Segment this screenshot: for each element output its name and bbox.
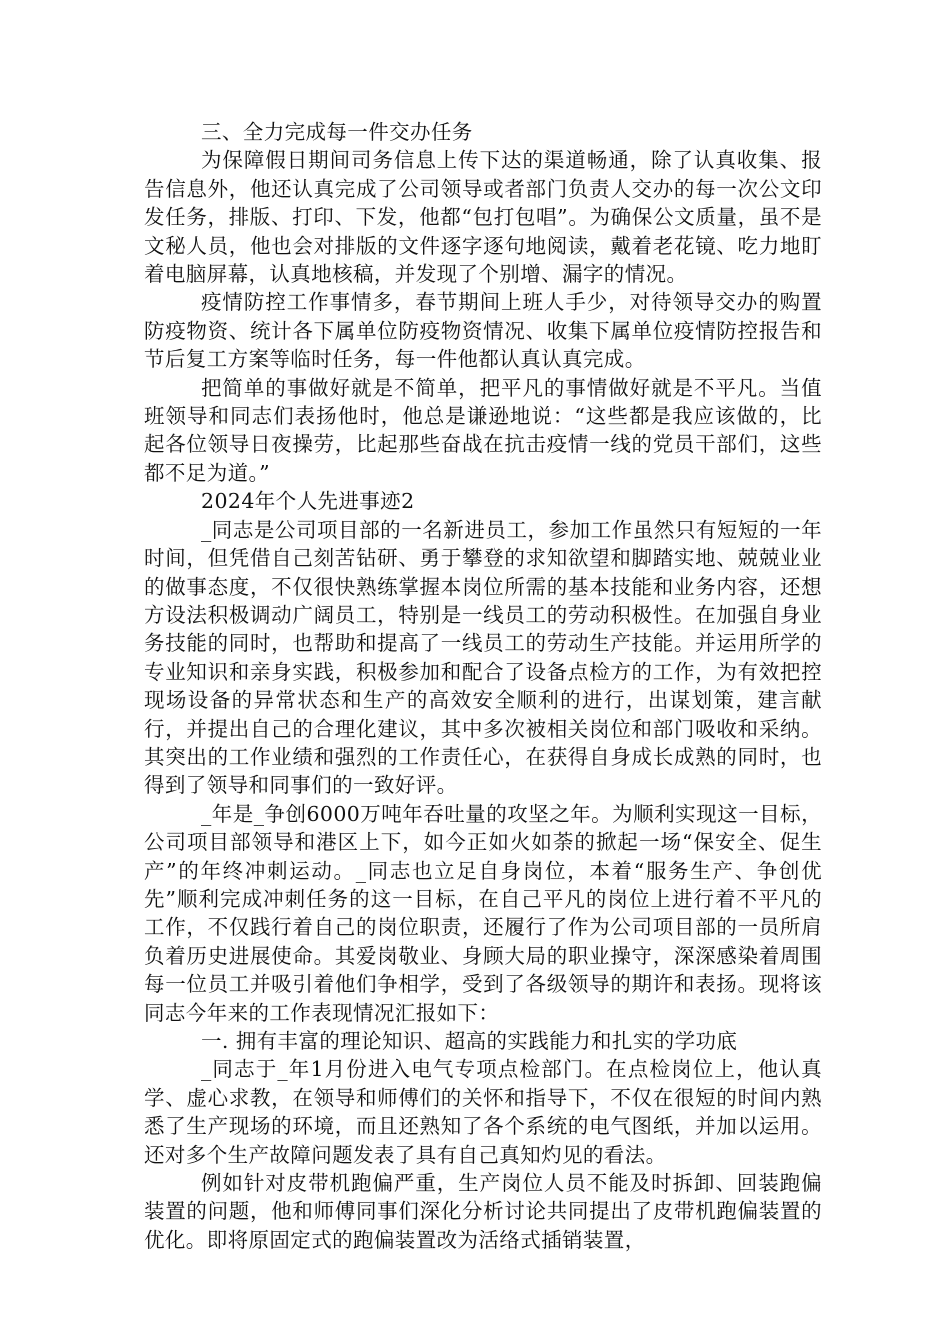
paragraph: _同志是公司项目部的一名新进员工，参加工作虽然只有短短的一年时间，但凭借自己刻苦钻研、勇于攀登的求知欲望和脚踏实地、兢兢业业的做事态度，不仅很快熟练掌握本岗位所需的基本技能和业务内容，还想方设法积极调动广阔员工，特别是一线员工的劳动积极性。在加强自身业务技能的同时，也帮助和提高了一线员工的劳动生产技能。并运用所学的专业知识和亲身实践，积极参加和配合了设备点检方的工作，为有效把控现场设备的异常状态和生产的高效安全顺利的进行，出谋划策，建言献行，并提出自己的合理化建议，其中多次被相关岗位和部门吸收和采纳。其突出的工作业绩和强烈的工作责任心，在获得自身成长成熟的同时，也得到了领导和同事们的一致好评。 bbox=[144, 517, 822, 798]
section-heading-3: 三、全力完成每一件交办任务 bbox=[201, 120, 473, 144]
article-title-2: 2024年个人先进事迹2 bbox=[201, 489, 415, 514]
subsection-heading-1: 一. 拥有丰富的理论知识、超高的实践能力和扎实的学功底 bbox=[201, 1029, 738, 1053]
paragraph: 把简单的事做好就是不简单，把平凡的事情做好就是不平凡。当值班领导和同志们表扬他时，他总是谦逊地说：“这些都是我应该做的，比起各位领导日夜操劳，比起那些奋战在抗击疫情一线的党员干部们，这些都不足为道。” bbox=[144, 375, 822, 485]
paragraph: 疫情防控工作事情多，春节期间上班人手少，对待领导交办的购置防疫物资、统计各下属单位防疫物资情况、收集下属单位疫情防控报告和节后复工方案等临时任务，每一件他都认真认真完成。 bbox=[144, 290, 822, 372]
paragraph: _年是_争创6000万吨年吞吐量的攻坚之年。为顺利实现这一目标，公司项目部领导和港区上下，如今正如火如荼的掀起一场“保安全、促生产”的年终冲刺运动。_同志也立足自身岗位，本着“服务生产、争创优先”顺利完成冲刺任务的这一目标，在自己平凡的岗位上进行着不平凡的工作，不仅践行着自己的岗位职责，还履行了作为公司项目部的一员所肩负着历史进展使命。其爱岗敬业、身顾大局的职业操守，深深感染着周围每一位员工并吸引着他们争相学，受到了各级领导的期许和表扬。现将该同志今年来的工作表现情况汇报如下： bbox=[144, 801, 822, 1025]
paragraph: 例如针对皮带机跑偏严重，生产岗位人员不能及时拆卸、回装跑偏装置的问题，他和师傅同事们深化分析讨论共同提出了皮带机跑偏装置的优化。即将原固定式的跑偏装置改为活络式插销装置， bbox=[144, 1171, 822, 1252]
paragraph: 为保障假日期间司务信息上传下达的渠道畅通，除了认真收集、报告信息外，他还认真完成了公司领导或者部门负责人交办的每一次公文印发任务，排版、打印、下发，他都“包打包唱”。为确保公文质量，虽不是文秘人员，他也会对排版的文件逐字逐句地阅读，戴着老花镜、吃力地盯着电脑屏幕，认真地核稿，并发现了个别增、漏字的情况。 bbox=[144, 148, 822, 287]
document-body bbox=[144, 118, 822, 1254]
paragraph: _同志于_年1月份进入电气专项点检部门。在点检岗位上，他认真学、虚心求教，在领导和师傅们的关怀和指导下，不仅在很短的时间内熟悉了生产现场的环境，而且还熟知了各个系统的电气图纸，并加以运用。还对多个生产故障问题发表了具有自己真知灼见的看法。 bbox=[144, 1057, 822, 1167]
